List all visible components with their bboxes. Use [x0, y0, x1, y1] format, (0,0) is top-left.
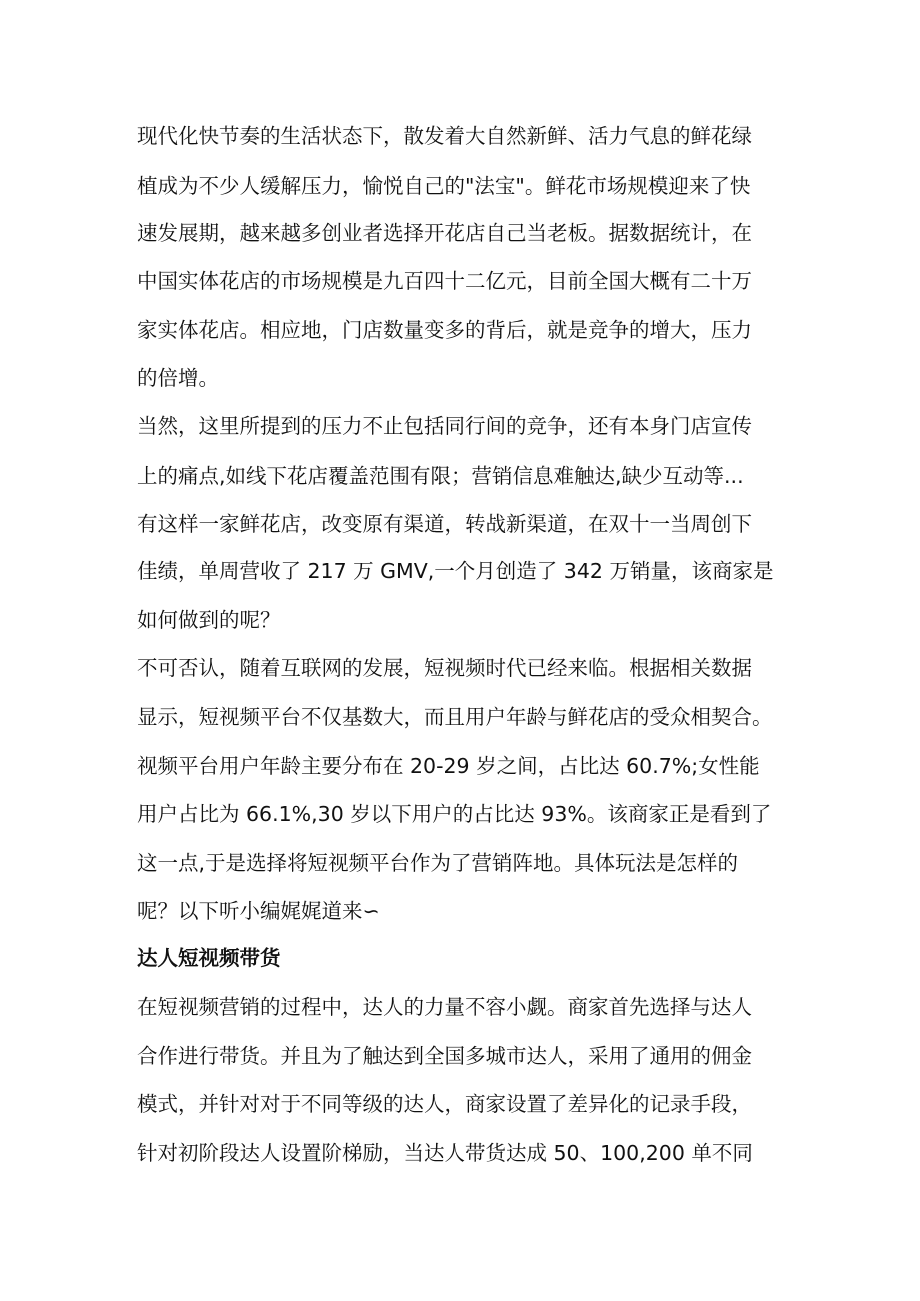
paragraph-line: 植成为不少人缓解压力，愉悦自己的"法宝"。鲜花市场规模迎来了快 [137, 174, 751, 198]
paragraph-line: 如何做到的呢？ [137, 608, 281, 632]
paragraph-line: 用户占比为 66.1%,30 岁以下用户的占比达 93%。该商家正是看到了 [137, 802, 772, 826]
paragraph-line: 家实体花店。相应地，门店数量变多的背后，就是竞争的增大，压力 [137, 318, 752, 342]
paragraph-line: 显示，短视频平台不仅基数大，而且用户年龄与鲜花店的受众相契合。 [137, 705, 773, 729]
paragraph-line: 合作进行带货。并且为了触达到全国多城市达人，采用了通用的佣金 [137, 1044, 752, 1068]
paragraph-line: 现代化快节奏的生活状态下，散发着大自然新鲜、活力气息的鲜花绿 [137, 124, 752, 148]
paragraph-line: 不可否认，随着互联网的发展，短视频时代已经来临。根据相关数据 [137, 656, 752, 680]
paragraph-line: 佳绩，单周营收了 217 万 GMV,一个月创造了 342 万销量，该商家是 [137, 559, 774, 583]
paragraph-line: 的倍增。 [137, 366, 219, 390]
paragraph-line: 针对初阶段达人设置阶梯励，当达人带货达成 50、100,200 单不同 [137, 1141, 753, 1165]
paragraph-line: 模式，并针对对于不同等级的达人，商家设置了差异化的记录手段， [137, 1092, 752, 1116]
paragraph-line: 上的痛点,如线下花店覆盖范围有限；营销信息难触达,缺少互动等... [137, 464, 744, 488]
paragraph-line: 视频平台用户年龄主要分布在 20-29 岁之间，占比达 60.7%;女性能 [137, 754, 760, 778]
section-heading: 达人短视频带货 [137, 946, 281, 970]
paragraph-line: 这一点,于是选择将短视频平台作为了营销阵地。具体玩法是怎样的 [137, 851, 739, 875]
paragraph-line: 有这样一家鲜花店，改变原有渠道，转战新渠道，在双十一当周创下 [137, 512, 752, 536]
paragraph-line: 呢？以下听小编娓娓道来∽ [137, 899, 380, 923]
paragraph-line: 中国实体花店的市场规模是九百四十二亿元，目前全国大概有二十万 [137, 269, 752, 293]
paragraph-line: 速发展期，越来越多创业者选择开花店自己当老板。据数据统计，在 [137, 221, 752, 245]
paragraph-line: 在短视频营销的过程中，达人的力量不容小觑。商家首先选择与达人 [137, 995, 752, 1019]
paragraph-line: 当然，这里所提到的压力不止包括同行间的竞争，还有本身门店宣传 [137, 414, 752, 438]
